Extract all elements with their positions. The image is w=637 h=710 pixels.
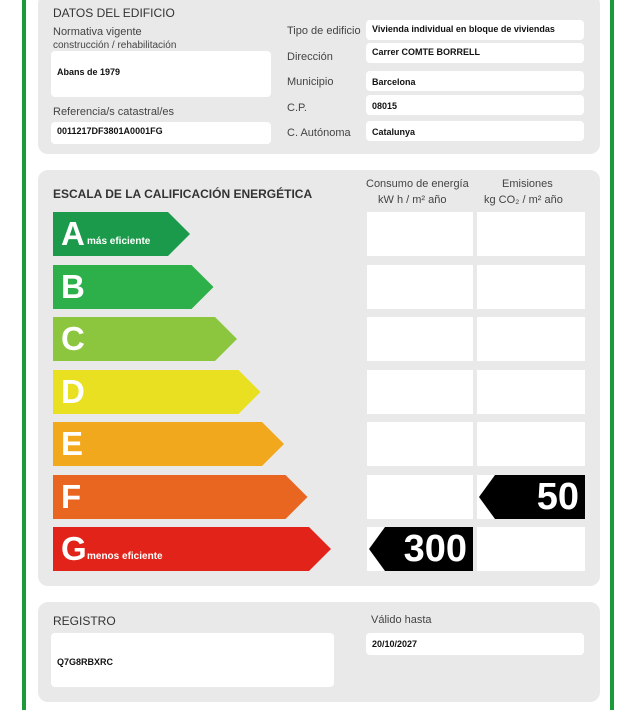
- emisiones-cell-g: [477, 527, 585, 571]
- building-data-panel: [38, 0, 600, 154]
- energy-scale-panel: [38, 170, 600, 586]
- normativa-label: Normativa vigente: [53, 26, 142, 38]
- scale-section-title: ESCALA DE LA CALIFICACIÓN ENERGÉTICA: [53, 187, 313, 201]
- scale-bar-d: [53, 370, 261, 414]
- autonoma-value: Catalunya: [366, 121, 584, 141]
- scale-letter: C: [61, 320, 85, 357]
- scale-letter: G: [61, 530, 87, 567]
- scale-sublabel: menos eficiente: [87, 551, 163, 562]
- consumo-cell-b: [367, 265, 473, 309]
- tipo-label: Tipo de edificio: [287, 25, 361, 37]
- cp-value: 08015: [366, 95, 584, 115]
- emisiones-cell-e: [477, 422, 585, 466]
- cp-label: C.P.: [287, 102, 307, 114]
- scale-bar-c: [53, 317, 237, 361]
- catastral-label: Referencia/s catastral/es: [53, 106, 175, 118]
- normativa-label-2: construcción / rehabilitación: [53, 40, 177, 51]
- scale-letter: E: [61, 425, 84, 462]
- emisiones-header: Emisiones: [502, 178, 553, 190]
- scale-sublabel: más eficiente: [87, 236, 151, 247]
- direccion-label: Dirección: [287, 51, 333, 63]
- scale-bar-f: [53, 475, 308, 519]
- consumo-rating-value: 300: [403, 528, 467, 570]
- valido-value: 20/10/2027: [366, 633, 584, 655]
- scale-bar-e: [53, 422, 284, 466]
- emisiones-cell-c: [477, 317, 585, 361]
- consumo-header: Consumo de energía: [366, 178, 469, 190]
- registro-value: Q7G8RBXRC: [51, 633, 334, 687]
- autonoma-label: C. Autónoma: [287, 127, 351, 139]
- scale-bar-b: [53, 265, 214, 309]
- emisiones-rating-value: 50: [536, 475, 579, 518]
- consumo-cell-a: [367, 212, 473, 256]
- valido-label: Válido hasta: [371, 614, 432, 626]
- catastral-value: 0011217DF3801A0001FG: [51, 122, 271, 144]
- consumo-unit: kW h / m² año: [378, 194, 447, 206]
- scale-letter: F: [61, 477, 82, 515]
- consumo-rating-marker: [369, 527, 473, 571]
- emisiones-rating-marker: [479, 475, 585, 519]
- scale-bar-g: [53, 527, 331, 571]
- emisiones-cell-a: [477, 212, 585, 256]
- municipio-label: Municipio: [287, 76, 334, 88]
- scale-letter: A: [61, 215, 85, 252]
- normativa-value: Abans de 1979: [51, 51, 271, 97]
- scale-bar-a: [53, 212, 190, 256]
- emisiones-cell-b: [477, 265, 585, 309]
- tipo-value: Vivienda individual en bloque de viviendas: [366, 20, 584, 40]
- consumo-cell-c: [367, 317, 473, 361]
- direccion-value: Carrer COMTE BORRELL: [366, 43, 584, 63]
- building-section-title: DATOS DEL EDIFICIO: [53, 6, 175, 20]
- emisiones-cell-d: [477, 370, 585, 414]
- registro-panel: [38, 602, 600, 702]
- municipio-value: Barcelona: [366, 71, 584, 91]
- consumo-cell-e: [367, 422, 473, 466]
- emisiones-unit: kg CO₂ / m² año: [484, 194, 563, 206]
- scale-letter: D: [61, 372, 85, 410]
- consumo-cell-f: [367, 475, 473, 519]
- consumo-cell-d: [367, 370, 473, 414]
- registro-label: REGISTRO: [53, 614, 116, 628]
- scale-letter: B: [61, 267, 85, 305]
